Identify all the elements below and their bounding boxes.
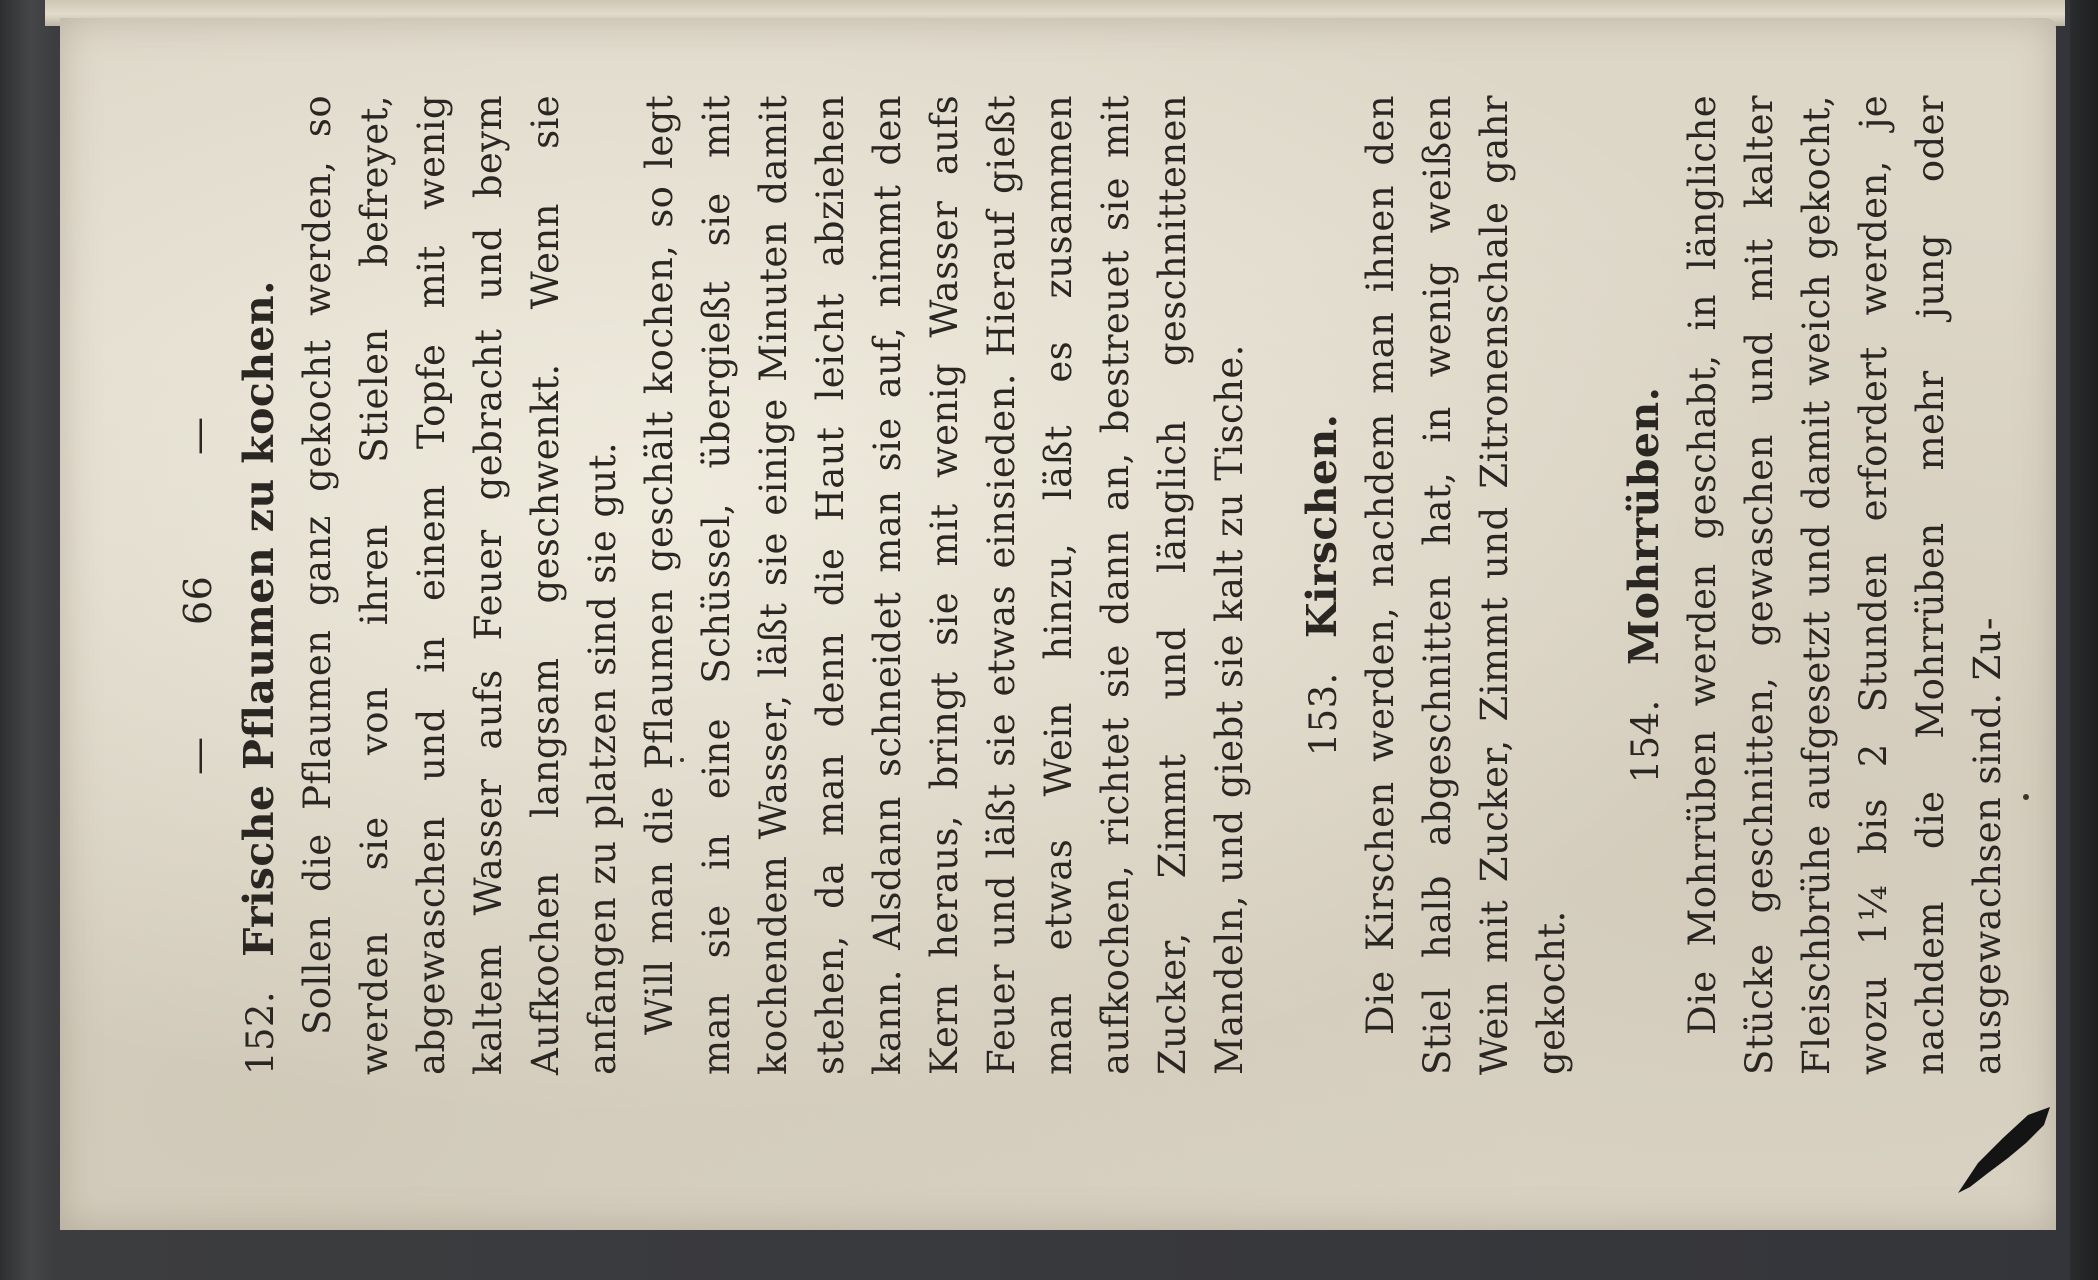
header-dash-left: — — [176, 736, 220, 775]
recipe-title: Kirschen. — [1298, 413, 1346, 639]
recipe-title: Mohrrüben. — [1620, 386, 1668, 666]
ink-speck — [2023, 794, 2029, 800]
recipe-number: 153. — [1302, 672, 1345, 757]
recipe-title: Frische Pflaumen zu kochen. — [235, 280, 283, 957]
text-frame — [170, 95, 2009, 1075]
header-dash-right: — — [176, 416, 220, 455]
book-spine-shadow — [2070, 0, 2098, 1280]
recipe-number: 152. — [239, 991, 282, 1075]
recipe-heading-152 — [231, 95, 289, 1075]
recipe-heading-153 — [1294, 95, 1352, 1075]
recipe-paragraph: Sollen die Pflaumen ganz gekocht werden, so werden sie von ihren Stielen befreyet, abgewaschen und in einem Topfe mit wenig kaltem Wasser aufs Feuer gebracht und beym Aufkochen langsam geschwenkt. Wenn sie anfangen zu platzen sind sie gut. — [296, 95, 624, 1075]
recipe-number: 154. — [1624, 699, 1667, 784]
page-number: 66 — [176, 575, 220, 625]
recipe-heading-154 — [1616, 95, 1674, 1075]
page-tear-mark — [1948, 1103, 2058, 1198]
rotated-text-block — [170, 95, 2009, 1075]
recipe-paragraph: Die Mohrrüben werden geschabt, in längliche Stücke geschnitten, gewaschen und mit kalter Fleischbrühe aufgesetzt und damit weich gekocht, wozu 1¼ bis 2 Stunden erfordert werden, je nachdem die Mohrrüben mehr jung oder ausgewachsen sind. Zu- — [1681, 95, 2009, 1075]
recipe-paragraph: Will man die Pflaumen geschält kochen, so legt man sie in eine Schüssel, übergießt sie mit kochendem Wasser, läßt sie einige Minuten damit stehen, da man denn die Haut leicht abziehen kann. Alsdann schneidet man sie auf, nimmt den Kern heraus, bringt sie mit wenig Wasser aufs Feuer und läßt sie etwas einsieden. Hierauf gießt man etwas Wein hinzu, läßt es zusammen aufkochen, richtet sie dann an, bestreuet sie mit Zucker, Zimmt und länglich geschnittenen Mandeln, und giebt sie kalt zu Tische. — [638, 95, 1251, 1075]
recipe-paragraph: Die Kirschen werden, nachdem man ihnen den Stiel halb abgeschnitten hat, in wenig weißen Wein mit Zucker, Zimmt und Zitronenschale gahr gekocht. — [1359, 95, 1573, 1075]
page-header — [170, 95, 227, 1075]
